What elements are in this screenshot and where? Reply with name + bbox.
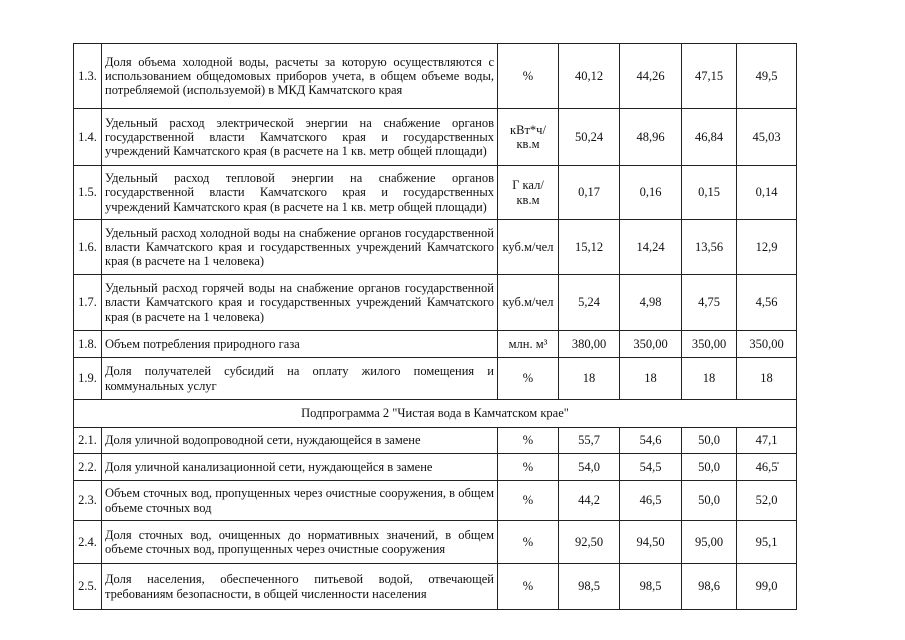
- value-cell: 99,0: [737, 564, 797, 610]
- value-cell: 50,0: [682, 428, 737, 454]
- value-cell: 350,00: [737, 331, 797, 358]
- value-cell: 98,5: [559, 564, 620, 610]
- value-cell: 0,17: [559, 166, 620, 220]
- value-cell: 13,56: [682, 220, 737, 275]
- value-cell: 44,26: [620, 44, 682, 109]
- table-row: [74, 44, 797, 109]
- value-cell: 95,1: [737, 521, 797, 564]
- row-number: 1.6.: [74, 220, 102, 275]
- indicator-name: Доля объема холодной воды, расчеты за которую осуществляются с использованием общедомовых приборов учета, в общем объеме воды, потребляемой (используемой) в МКД Камчатского края: [102, 44, 498, 109]
- row-number: 1.3.: [74, 44, 102, 109]
- row-number: 2.1.: [74, 428, 102, 454]
- value-cell: 47,15: [682, 44, 737, 109]
- row-number: 2.5.: [74, 564, 102, 610]
- value-cell: 14,24: [620, 220, 682, 275]
- value-cell: 40,12: [559, 44, 620, 109]
- unit-cell: %: [498, 428, 559, 454]
- value-cell: 18: [559, 358, 620, 400]
- row-number: 1.5.: [74, 166, 102, 220]
- unit-cell: %: [498, 521, 559, 564]
- row-number: 1.9.: [74, 358, 102, 400]
- table-row: [74, 481, 797, 521]
- unit-cell: млн. м³: [498, 331, 559, 358]
- value-cell: 18: [620, 358, 682, 400]
- row-number: 2.4.: [74, 521, 102, 564]
- value-cell: 5,24: [559, 275, 620, 331]
- row-number: 1.8.: [74, 331, 102, 358]
- unit-cell: %: [498, 358, 559, 400]
- value-cell: 18: [682, 358, 737, 400]
- value-cell: 47,1: [737, 428, 797, 454]
- section-title: Подпрограмма 2 "Чистая вода в Камчатском крае": [74, 400, 797, 428]
- row-number: 1.7.: [74, 275, 102, 331]
- value-cell: 46,84: [682, 109, 737, 166]
- unit-cell: куб.м/чел: [498, 275, 559, 331]
- value-cell: 54,0: [559, 454, 620, 481]
- value-cell: 4,56: [737, 275, 797, 331]
- table-row: [74, 564, 797, 610]
- value-cell: 15,12: [559, 220, 620, 275]
- unit-cell: куб.м/чел: [498, 220, 559, 275]
- value-cell: 45,03: [737, 109, 797, 166]
- value-cell: 50,24: [559, 109, 620, 166]
- value-cell: 55,7: [559, 428, 620, 454]
- indicator-name: Доля населения, обеспеченного питьевой водой, отвечающей требованиям безопасности, в общей численности населения: [102, 564, 498, 610]
- value-cell: 4,98: [620, 275, 682, 331]
- value-cell: 50,0: [682, 454, 737, 481]
- value-cell: 94,50: [620, 521, 682, 564]
- indicator-name: Удельный расход тепловой энергии на снабжение органов государственной власти Камчатского края и государственных учреждений Камчатского края (в расчете на 1 кв. метр общей площади): [102, 166, 498, 220]
- value-cell: 44,2: [559, 481, 620, 521]
- table-row: [74, 275, 797, 331]
- value-cell: 0,15: [682, 166, 737, 220]
- value-cell: 0,14: [737, 166, 797, 220]
- value-cell: 4,75: [682, 275, 737, 331]
- indicator-name: Доля уличной канализационной сети, нуждающейся в замене: [102, 454, 498, 481]
- indicator-name: Удельный расход холодной воды на снабжение органов государственной власти Камчатского края и государственных учреждений Камчатского края (в расчете на 1 человека): [102, 220, 498, 275]
- value-cell: 0,16: [620, 166, 682, 220]
- unit-cell: Г кал/кв.м: [498, 166, 559, 220]
- unit-cell: %: [498, 44, 559, 109]
- value-cell: 98,5: [620, 564, 682, 610]
- row-number: 2.2.: [74, 454, 102, 481]
- row-number: 2.3.: [74, 481, 102, 521]
- value-cell: 52,0: [737, 481, 797, 521]
- indicator-name: Удельный расход горячей воды на снабжение органов государственной власти Камчатского края и государственных учреждений Камчатского края (в расчете на 1 человека): [102, 275, 498, 331]
- value-cell: 92,50: [559, 521, 620, 564]
- section-row: [74, 400, 797, 428]
- unit-cell: %: [498, 481, 559, 521]
- value-cell: 46,5: [737, 454, 797, 481]
- value-cell: 98,6: [682, 564, 737, 610]
- table-row: [74, 454, 797, 481]
- unit-cell: кВт*ч/кв.м: [498, 109, 559, 166]
- indicator-name: Доля получателей субсидий на оплату жилого помещения и коммунальных услуг: [102, 358, 498, 400]
- indicator-name: Объем потребления природного газа: [102, 331, 498, 358]
- indicators-table: [73, 43, 797, 610]
- unit-cell: %: [498, 454, 559, 481]
- table-row: [74, 428, 797, 454]
- value-cell: 350,00: [620, 331, 682, 358]
- table-row: [74, 331, 797, 358]
- unit-cell: %: [498, 564, 559, 610]
- value-cell: 12,9: [737, 220, 797, 275]
- value-cell: 380,00: [559, 331, 620, 358]
- table-row: [74, 358, 797, 400]
- value-cell: 54,6: [620, 428, 682, 454]
- value-cell: 50,0: [682, 481, 737, 521]
- table-row: [74, 220, 797, 275]
- table-row: [74, 521, 797, 564]
- indicator-name: Объем сточных вод, пропущенных через очистные сооружения, в общем объеме сточных вод: [102, 481, 498, 521]
- table-row: [74, 166, 797, 220]
- value-cell: 95,00: [682, 521, 737, 564]
- value-cell: 48,96: [620, 109, 682, 166]
- indicator-name: Доля сточных вод, очищенных до нормативных значений, в общем объеме сточных вод, пропущенных через очистные сооружения: [102, 521, 498, 564]
- value-cell: 350,00: [682, 331, 737, 358]
- indicator-name: Доля уличной водопроводной сети, нуждающейся в замене: [102, 428, 498, 454]
- value-cell: 18: [737, 358, 797, 400]
- table-row: [74, 109, 797, 166]
- row-number: 1.4.: [74, 109, 102, 166]
- value-cell: 46,5: [620, 481, 682, 521]
- value-cell: 54,5: [620, 454, 682, 481]
- scan-speck: [777, 462, 779, 464]
- indicator-name: Удельный расход электрической энергии на снабжение органов государственной власти Камчатского края и государственных учреждений Камчатского края (в расчете на 1 кв. метр общей площади): [102, 109, 498, 166]
- value-cell: 49,5: [737, 44, 797, 109]
